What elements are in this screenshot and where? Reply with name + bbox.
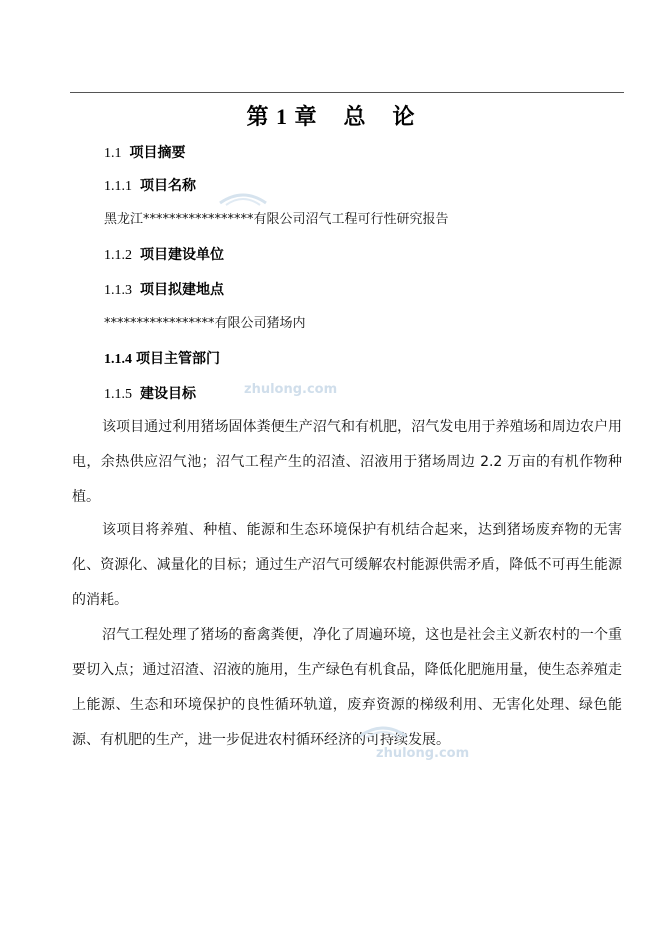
section-heading-1-1-4: [104, 349, 220, 370]
section-heading-1-1-2: [104, 245, 224, 266]
section-title: 项目摘要: [129, 145, 186, 161]
watermark-logo-icon: [356, 718, 410, 742]
body-paragraph-1: 该项目通过利用猪场固体粪便生产沼气和有机肥，沼气发电用于养殖场和周边农户用电，余热供应沼气池；沼气工程产生的沼渣、沼液用于猪场周边 2.2 万亩的有机作物种植。: [72, 419, 622, 505]
section-heading-1-1-3: [104, 280, 224, 301]
section-title: 项目建设单位: [140, 247, 224, 263]
section-number: 1.1.4: [104, 352, 132, 367]
watermark-logo-icon: [216, 185, 270, 209]
section-title: 项目主管部门: [136, 351, 220, 367]
body-paragraph-3: 沼气工程处理了猪场的畜禽粪便，净化了周遍环境，这也是社会主义新农村的一个重要切入点；通过沼渣、沼液的施用，生产绿色有机食品，降低化肥施用量，使生态养殖走上能源、生态和环境保护的良性循环轨道，废弃资源的梯级利用、无害化处理、绿色能源、有机肥的生产，进一步促进农村循环经济的可持续发展。: [72, 627, 622, 748]
chapter-title: 第 1 章 总 论: [246, 104, 416, 129]
section-number: 1.1.5: [104, 387, 132, 402]
section-number: 1.1: [104, 146, 122, 161]
project-name-text: 黑龙江*****************有限公司沼气工程可行性研究报告: [104, 212, 449, 227]
section-heading-1-1: [104, 143, 186, 164]
watermark-text: zhulong.com: [376, 746, 470, 761]
section-number: 1.1.3: [104, 283, 132, 298]
watermark-text: zhulong.com: [244, 382, 338, 397]
section-title: 建设目标: [140, 386, 196, 402]
section-title: 项目名称: [140, 178, 196, 194]
section-number: 1.1.2: [104, 248, 132, 263]
section-title: 项目拟建地点: [140, 282, 224, 298]
section-number: 1.1.1: [104, 179, 132, 194]
section-heading-1-1-5: [104, 384, 196, 405]
body-paragraph-2: 该项目将养殖、种植、能源和生态环境保护有机结合起来，达到猪场废弃物的无害化、资源化、减量化的目标；通过生产沼气可缓解农村能源供需矛盾，降低不可再生能源的消耗。: [72, 522, 622, 608]
project-site-text: *****************有限公司猪场内: [104, 316, 306, 331]
header-rule: [70, 92, 624, 93]
section-heading-1-1-1: [104, 176, 196, 197]
